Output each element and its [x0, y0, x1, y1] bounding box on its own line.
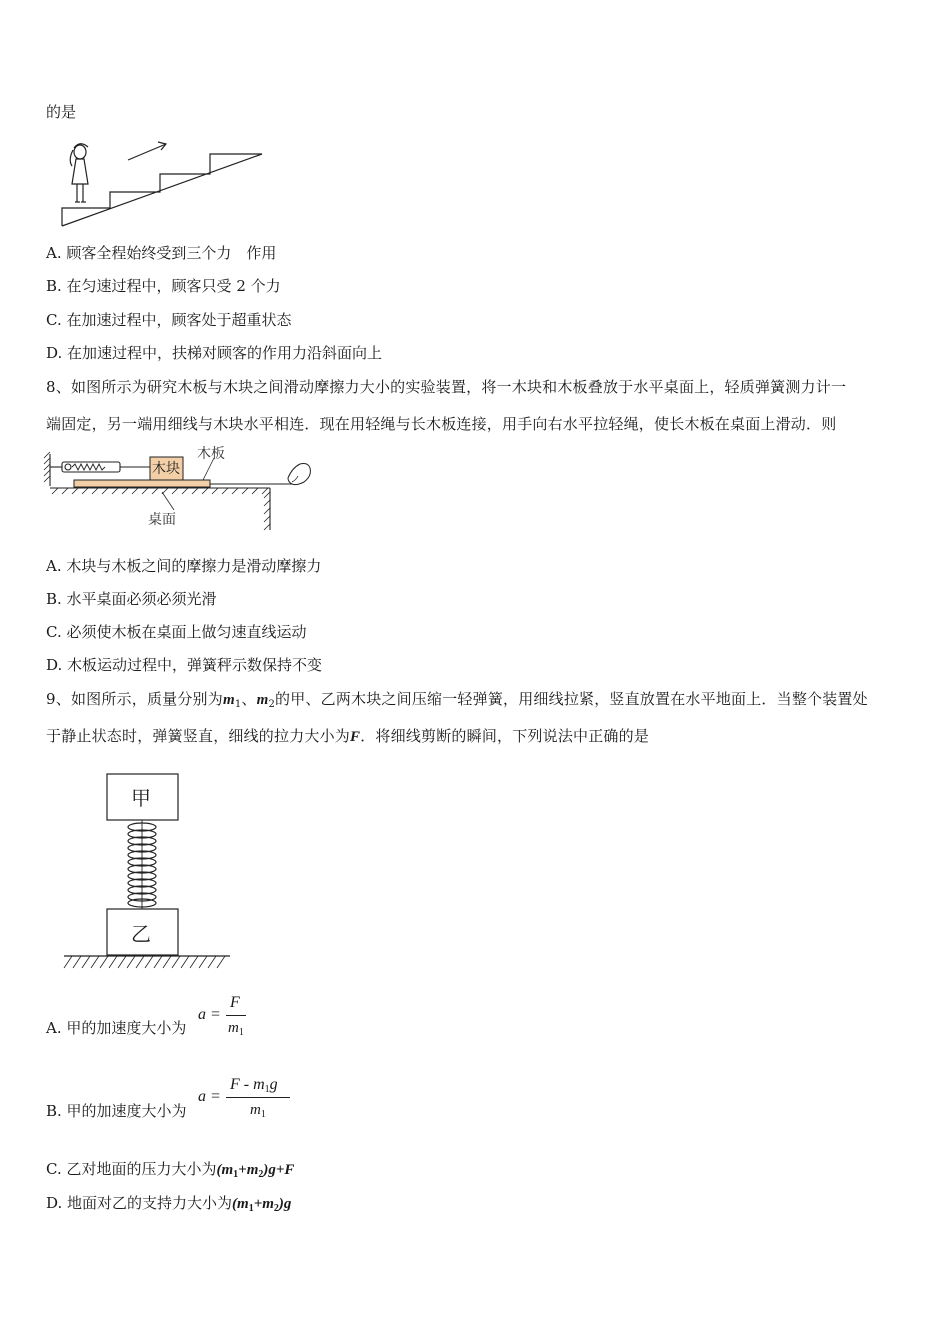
customer-figure [70, 144, 88, 202]
table-label: 桌面 [148, 512, 176, 528]
q9-stem-line1: 9、如图所示，质量分别为$m_1$、$m_2$的甲、乙两木块之间压缩一轻弹簧，用细线拉紧，竖直放置在水平地面上．当整个装置处 [46, 690, 868, 710]
q8-option-c: C. 必须使木板在桌面上做匀速直线运动 [46, 623, 307, 641]
board-label: 木板 [197, 446, 225, 462]
q8-stem-line2: 端固定，另一端用细线与木块水平相连．现在用轻绳与长木板连接，用手向右水平拉轻绳，使长木板在桌面上滑动．则 [46, 415, 837, 433]
q7-stem-tail: 的是 [46, 103, 77, 121]
friction-apparatus-figure [42, 440, 312, 532]
q9-stem-line2: 于静止状态时，弹簧竖直，细线的拉力大小为F．将细线剪断的瞬间，下列说法中正确的是 [46, 727, 650, 745]
q9-option-b: B. 甲的加速度大小为 [46, 1102, 187, 1120]
spring-scale [50, 462, 150, 472]
wooden-board [74, 480, 210, 487]
block-label: 木块 [152, 461, 180, 477]
q7-option-d: D. 在加速过程中，扶梯对顾客的作用力沿斜面向上 [46, 344, 383, 362]
spring-blocks-figure [62, 772, 232, 972]
q8-stem-line1: 8、如图所示为研究木板与木块之间滑动摩擦力大小的实验装置，将一木块和木板叠放于水平桌面上，轻质弹簧测力计一 [46, 378, 847, 396]
block-jia-label: 甲 [131, 786, 151, 810]
q7-option-a: A. 顾客全程始终受到三个力 作用 [46, 244, 277, 262]
motion-arrow [128, 144, 166, 160]
escalator-steps [62, 154, 262, 226]
q9-option-d: D. 地面对乙的支持力大小为$(m_1+m_2)g$ [46, 1194, 292, 1214]
q9-option-b-formula: a = F - $m_1g$ $m_1$ [198, 1076, 298, 1126]
q9-option-a-formula: a = F $m_1$ [198, 994, 258, 1044]
q9-option-a: A. 甲的加速度大小为 [46, 1019, 187, 1037]
block-yi-label: 乙 [131, 922, 151, 946]
q8-option-b: B. 水平桌面必须必须光滑 [46, 590, 217, 608]
q9-option-c: C. 乙对地面的压力大小为$(m_1+m_2)g+F$ [46, 1160, 295, 1180]
hand-icon [288, 464, 310, 485]
q8-option-a: A. 木块与木板之间的摩擦力是滑动摩擦力 [46, 557, 322, 575]
q8-option-d: D. 木板运动过程中，弹簧秤示数保持不变 [46, 656, 323, 674]
q7-option-b: B. 在匀速过程中，顾客只受 2 个力 [46, 277, 281, 295]
q7-option-c: C. 在加速过程中，顾客处于超重状态 [46, 311, 292, 329]
escalator-figure [58, 138, 268, 233]
